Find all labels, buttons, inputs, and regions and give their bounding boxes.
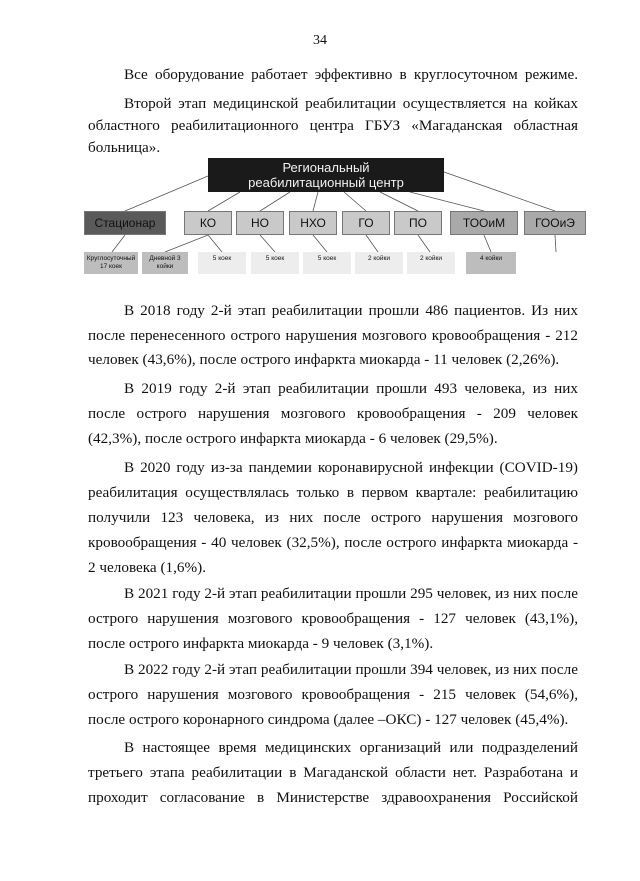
- connector-line: [208, 235, 222, 252]
- text-line: областного реабилитационного центра ГБУЗ «Магаданская областная: [88, 117, 578, 134]
- connector-line: [313, 192, 318, 211]
- text-line: после острого нарушения мозгового кровообращения - 209 человек: [88, 405, 578, 422]
- beds-go: 5 коек: [303, 252, 351, 274]
- connector-line: [125, 176, 208, 211]
- connector-line: [410, 192, 484, 211]
- unit-tooim: ТООиМ: [450, 211, 518, 235]
- text-line: кровообращения - 40 человек (32,5%), после острого инфаркта миокарда -: [88, 534, 578, 551]
- connector-line: [208, 192, 240, 211]
- unit-hospital: Стационар: [84, 211, 166, 235]
- text-line: Второй этап медицинской реабилитации осуществляется на койках: [124, 95, 578, 112]
- text-line: В 2022 году 2-й этап реабилитации прошли 394 человек, из них после: [124, 661, 578, 678]
- connector-line: [260, 235, 275, 252]
- connector-line: [260, 192, 290, 211]
- unit-po: ПО: [394, 211, 442, 235]
- connector-line: [313, 235, 327, 252]
- unit-nho: НХО: [289, 211, 337, 235]
- text-line: В 2020 году из-за пандемии коронавирусной инфекции (COVID-19): [124, 459, 578, 476]
- beds-no: 5 коек: [198, 252, 246, 274]
- text-line: (42,3%), после острого инфаркта миокарда - 6 человек (29,5%).: [88, 430, 498, 447]
- connector-line: [484, 235, 491, 252]
- connector-line: [112, 235, 125, 252]
- connector-line: [165, 235, 208, 252]
- text-line: 2 человека (1,6%).: [88, 559, 206, 576]
- text-line: В 2021 году 2-й этап реабилитации прошли 295 человек, из них после: [124, 585, 578, 602]
- beds-po: 2 койки: [355, 252, 403, 274]
- page-number: 34: [313, 33, 327, 48]
- text-line: третьего этапа реабилитации в Магаданской области нет. Разработана и: [88, 764, 578, 781]
- connector-line: [555, 235, 556, 252]
- text-line: В настоящее время медицинских организаций или подразделений: [124, 739, 578, 756]
- beds-tooim: 2 койки: [407, 252, 455, 274]
- text-line: В 2018 году 2-й этап реабилитации прошли 486 пациентов. Из них: [124, 302, 578, 319]
- unit-gooie: ГООиЭ: [524, 211, 586, 235]
- text-line: Все оборудование работает эффективно в круглосуточном режиме.: [124, 66, 578, 83]
- text-line: после острого инфаркта миокарда - 9 человек (3,1%).: [88, 635, 434, 652]
- regional-center-box: [208, 158, 444, 192]
- text-line: реабилитация осуществлялась только в первом квартале: реабилитацию: [88, 484, 578, 501]
- beds-gooie: 4 койки: [466, 252, 516, 274]
- beds-hospital: Круглосуточный 17 коек: [84, 252, 138, 274]
- text-line: после перенесенного острого нарушения мозгового кровообращения - 212: [88, 327, 578, 344]
- center-title-line1: Региональный: [282, 160, 370, 175]
- text-line: В 2019 году 2-й этап реабилитации прошли 493 человека, из них: [124, 380, 578, 397]
- text-line: человек (43,6%), после острого инфаркта миокарда - 11 человек (2,26%).: [88, 351, 560, 368]
- text-line: больница».: [88, 139, 161, 156]
- connector-line: [380, 192, 418, 211]
- text-line: после острого коронарного синдрома (далее –ОКС) - 127 человек (45,4%).: [88, 711, 569, 728]
- text-line: острого нарушения мозгового кровообращения - 215 человек (54,6%),: [88, 686, 578, 703]
- text-line: проходит согласование в Министерстве здравоохранения Российской: [88, 789, 578, 806]
- connector-line: [366, 235, 378, 252]
- unit-go: ГО: [342, 211, 390, 235]
- beds-ko: Дневной 3 койки: [142, 252, 188, 274]
- connector-line: [444, 172, 555, 211]
- center-title-line2: реабилитационный центр: [248, 175, 404, 190]
- unit-ko: КО: [184, 211, 232, 235]
- text-line: острого нарушения мозгового кровообращения - 127 человек (43,1%),: [88, 610, 578, 627]
- connector-line: [344, 192, 366, 211]
- text-line: получили 123 человека, из них после острого нарушения мозгового: [88, 509, 578, 526]
- beds-nho: 5 коек: [251, 252, 299, 274]
- unit-no: НО: [236, 211, 284, 235]
- connector-line: [418, 235, 430, 252]
